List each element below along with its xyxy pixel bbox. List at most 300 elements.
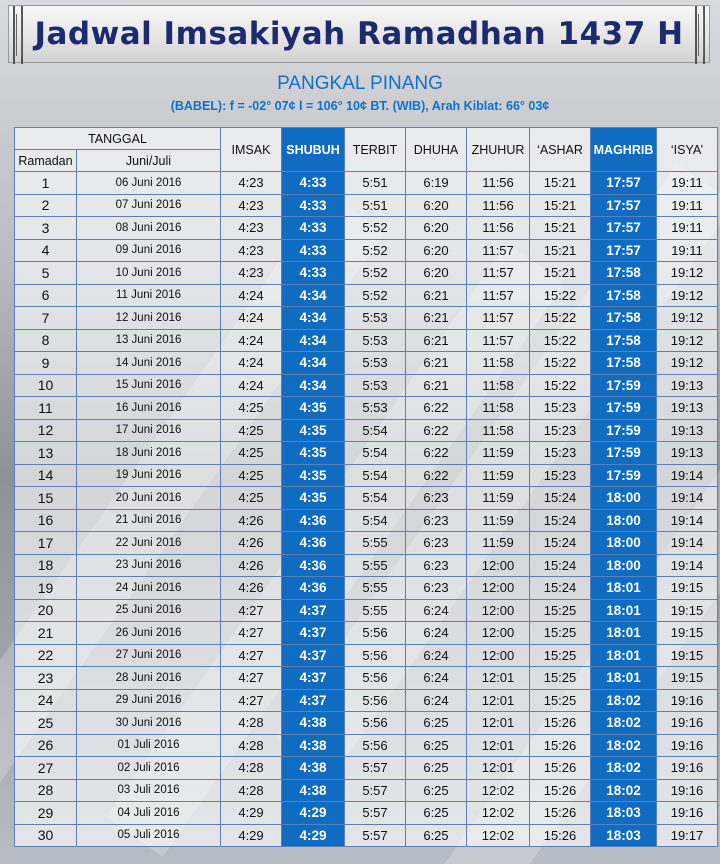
cell-terbit: 5:54 (345, 487, 406, 510)
cell-zhuhur: 11:57 (467, 284, 530, 307)
cell-ashar: 15:25 (530, 644, 591, 667)
cell-terbit: 5:54 (345, 509, 406, 532)
cell-isya: 19:13 (657, 397, 718, 420)
cell-date: 01 Juli 2016 (77, 734, 221, 757)
cell-dhuha: 6:25 (406, 757, 467, 780)
cell-ramadan: 27 (15, 757, 77, 780)
cell-ashar: 15:26 (530, 802, 591, 825)
header-juni-juli: Juni/Juli (77, 150, 221, 172)
cell-date: 13 Juni 2016 (77, 329, 221, 352)
cell-date: 04 Juli 2016 (77, 802, 221, 825)
cell-shubuh: 4:33 (282, 194, 345, 217)
cell-shubuh: 4:37 (282, 667, 345, 690)
cell-terbit: 5:53 (345, 352, 406, 375)
cell-isya: 19:16 (657, 712, 718, 735)
cell-imsak: 4:28 (221, 734, 282, 757)
cell-isya: 19:14 (657, 532, 718, 555)
cell-shubuh: 4:38 (282, 757, 345, 780)
cell-maghrib: 18:00 (591, 487, 657, 510)
cell-terbit: 5:57 (345, 824, 406, 847)
cell-date: 24 Juni 2016 (77, 577, 221, 600)
cell-shubuh: 4:33 (282, 262, 345, 285)
cell-zhuhur: 11:58 (467, 419, 530, 442)
cell-ashar: 15:26 (530, 734, 591, 757)
cell-imsak: 4:28 (221, 712, 282, 735)
cell-zhuhur: 12:00 (467, 554, 530, 577)
header-zhuhur: ZHUHUR (467, 128, 530, 172)
cell-ashar: 15:22 (530, 374, 591, 397)
cell-ramadan: 26 (15, 734, 77, 757)
cell-dhuha: 6:21 (406, 284, 467, 307)
cell-terbit: 5:55 (345, 577, 406, 600)
cell-terbit: 5:52 (345, 262, 406, 285)
cell-terbit: 5:54 (345, 442, 406, 465)
cell-isya: 19:12 (657, 352, 718, 375)
cell-dhuha: 6:25 (406, 734, 467, 757)
cell-terbit: 5:56 (345, 689, 406, 712)
table-row (15, 712, 718, 735)
cell-imsak: 4:27 (221, 644, 282, 667)
cell-isya: 19:14 (657, 464, 718, 487)
header-ashar: ‘ASHAR (530, 128, 591, 172)
cell-ashar: 15:21 (530, 172, 591, 195)
cell-zhuhur: 12:02 (467, 779, 530, 802)
cell-maghrib: 18:02 (591, 689, 657, 712)
cell-imsak: 4:24 (221, 307, 282, 330)
cell-maghrib: 18:00 (591, 554, 657, 577)
cell-ramadan: 11 (15, 397, 77, 420)
cell-isya: 19:16 (657, 779, 718, 802)
cell-date: 30 Juni 2016 (77, 712, 221, 735)
cell-maghrib: 17:58 (591, 262, 657, 285)
cell-terbit: 5:57 (345, 779, 406, 802)
cell-maghrib: 18:03 (591, 824, 657, 847)
cell-zhuhur: 11:57 (467, 307, 530, 330)
cell-imsak: 4:23 (221, 262, 282, 285)
cell-shubuh: 4:33 (282, 217, 345, 240)
cell-terbit: 5:55 (345, 599, 406, 622)
cell-ramadan: 22 (15, 644, 77, 667)
cell-ashar: 15:21 (530, 262, 591, 285)
cell-maghrib: 18:01 (591, 577, 657, 600)
cell-shubuh: 4:35 (282, 397, 345, 420)
cell-ashar: 15:22 (530, 284, 591, 307)
cell-maghrib: 18:02 (591, 712, 657, 735)
cell-zhuhur: 12:02 (467, 802, 530, 825)
cell-ashar: 15:24 (530, 509, 591, 532)
table-row (15, 307, 718, 330)
cell-ramadan: 2 (15, 194, 77, 217)
cell-ramadan: 8 (15, 329, 77, 352)
cell-date: 18 Juni 2016 (77, 442, 221, 465)
cell-dhuha: 6:22 (406, 464, 467, 487)
cell-imsak: 4:23 (221, 217, 282, 240)
cell-ashar: 15:23 (530, 442, 591, 465)
cell-dhuha: 6:20 (406, 239, 467, 262)
cell-maghrib: 17:58 (591, 284, 657, 307)
cell-ramadan: 25 (15, 712, 77, 735)
cell-zhuhur: 11:59 (467, 464, 530, 487)
cell-date: 07 Juni 2016 (77, 194, 221, 217)
cell-zhuhur: 12:01 (467, 757, 530, 780)
cell-zhuhur: 11:58 (467, 374, 530, 397)
cell-imsak: 4:23 (221, 172, 282, 195)
cell-ramadan: 7 (15, 307, 77, 330)
cell-zhuhur: 11:56 (467, 172, 530, 195)
cell-isya: 19:13 (657, 419, 718, 442)
cell-date: 22 Juni 2016 (77, 532, 221, 555)
table-row (15, 329, 718, 352)
cell-shubuh: 4:36 (282, 577, 345, 600)
cell-ashar: 15:22 (530, 307, 591, 330)
header-isya: ‘ISYA’ (657, 128, 718, 172)
table-body (15, 172, 718, 847)
cell-terbit: 5:53 (345, 329, 406, 352)
cell-shubuh: 4:29 (282, 802, 345, 825)
cell-isya: 19:14 (657, 509, 718, 532)
cell-imsak: 4:29 (221, 802, 282, 825)
cell-isya: 19:14 (657, 487, 718, 510)
cell-imsak: 4:27 (221, 689, 282, 712)
cell-dhuha: 6:25 (406, 802, 467, 825)
table-row (15, 374, 718, 397)
cell-ashar: 15:26 (530, 824, 591, 847)
cell-isya: 19:15 (657, 577, 718, 600)
table-row (15, 487, 718, 510)
cell-ramadan: 12 (15, 419, 77, 442)
table-row (15, 644, 718, 667)
cell-ramadan: 3 (15, 217, 77, 240)
scroll-right-ornament (695, 6, 705, 64)
cell-ashar: 15:21 (530, 239, 591, 262)
cell-date: 20 Juni 2016 (77, 487, 221, 510)
cell-maghrib: 18:00 (591, 509, 657, 532)
cell-maghrib: 18:02 (591, 734, 657, 757)
cell-maghrib: 17:59 (591, 374, 657, 397)
cell-ramadan: 30 (15, 824, 77, 847)
cell-shubuh: 4:35 (282, 464, 345, 487)
cell-zhuhur: 11:59 (467, 532, 530, 555)
cell-shubuh: 4:29 (282, 824, 345, 847)
cell-maghrib: 17:58 (591, 307, 657, 330)
cell-dhuha: 6:24 (406, 622, 467, 645)
table-row (15, 689, 718, 712)
cell-dhuha: 6:20 (406, 262, 467, 285)
cell-zhuhur: 12:00 (467, 577, 530, 600)
cell-terbit: 5:53 (345, 397, 406, 420)
cell-imsak: 4:27 (221, 622, 282, 645)
table-row (15, 262, 718, 285)
table-row (15, 464, 718, 487)
cell-shubuh: 4:36 (282, 554, 345, 577)
cell-zhuhur: 11:59 (467, 442, 530, 465)
cell-imsak: 4:26 (221, 532, 282, 555)
cell-terbit: 5:56 (345, 644, 406, 667)
cell-terbit: 5:54 (345, 419, 406, 442)
cell-maghrib: 18:01 (591, 644, 657, 667)
cell-isya: 19:12 (657, 284, 718, 307)
table-row (15, 352, 718, 375)
cell-dhuha: 6:25 (406, 779, 467, 802)
cell-imsak: 4:25 (221, 419, 282, 442)
cell-zhuhur: 11:59 (467, 509, 530, 532)
cell-date: 09 Juni 2016 (77, 239, 221, 262)
cell-isya: 19:13 (657, 374, 718, 397)
cell-date: 27 Juni 2016 (77, 644, 221, 667)
cell-ramadan: 21 (15, 622, 77, 645)
cell-dhuha: 6:24 (406, 599, 467, 622)
cell-dhuha: 6:22 (406, 419, 467, 442)
cell-imsak: 4:28 (221, 757, 282, 780)
cell-shubuh: 4:36 (282, 532, 345, 555)
header-imsak: IMSAK (221, 128, 282, 172)
table-header (15, 128, 718, 172)
table-row (15, 239, 718, 262)
cell-imsak: 4:23 (221, 194, 282, 217)
cell-zhuhur: 11:59 (467, 487, 530, 510)
cell-ramadan: 17 (15, 532, 77, 555)
cell-ramadan: 5 (15, 262, 77, 285)
cell-imsak: 4:25 (221, 487, 282, 510)
cell-zhuhur: 12:01 (467, 712, 530, 735)
table-row (15, 779, 718, 802)
cell-imsak: 4:25 (221, 464, 282, 487)
cell-maghrib: 17:57 (591, 217, 657, 240)
cell-isya: 19:15 (657, 667, 718, 690)
cell-terbit: 5:52 (345, 239, 406, 262)
cell-date: 25 Juni 2016 (77, 599, 221, 622)
cell-ramadan: 13 (15, 442, 77, 465)
cell-ramadan: 1 (15, 172, 77, 195)
table-row (15, 194, 718, 217)
cell-isya: 19:13 (657, 442, 718, 465)
header-dhuha: DHUHA (406, 128, 467, 172)
cell-terbit: 5:57 (345, 802, 406, 825)
cell-maghrib: 18:03 (591, 802, 657, 825)
cell-isya: 19:17 (657, 824, 718, 847)
cell-ramadan: 19 (15, 577, 77, 600)
cell-terbit: 5:51 (345, 172, 406, 195)
cell-isya: 19:16 (657, 757, 718, 780)
cell-maghrib: 17:59 (591, 419, 657, 442)
cell-imsak: 4:23 (221, 239, 282, 262)
cell-date: 14 Juni 2016 (77, 352, 221, 375)
table-row (15, 217, 718, 240)
cell-dhuha: 6:20 (406, 194, 467, 217)
cell-shubuh: 4:34 (282, 307, 345, 330)
cell-isya: 19:16 (657, 802, 718, 825)
cell-imsak: 4:27 (221, 667, 282, 690)
cell-date: 12 Juni 2016 (77, 307, 221, 330)
cell-dhuha: 6:23 (406, 554, 467, 577)
cell-ramadan: 28 (15, 779, 77, 802)
cell-isya: 19:12 (657, 262, 718, 285)
cell-dhuha: 6:22 (406, 397, 467, 420)
cell-terbit: 5:55 (345, 554, 406, 577)
cell-zhuhur: 12:01 (467, 689, 530, 712)
cell-isya: 19:15 (657, 644, 718, 667)
cell-isya: 19:16 (657, 689, 718, 712)
cell-date: 15 Juni 2016 (77, 374, 221, 397)
cell-maghrib: 17:59 (591, 397, 657, 420)
cell-zhuhur: 11:57 (467, 239, 530, 262)
cell-imsak: 4:24 (221, 374, 282, 397)
cell-imsak: 4:24 (221, 352, 282, 375)
cell-date: 21 Juni 2016 (77, 509, 221, 532)
cell-ashar: 15:26 (530, 779, 591, 802)
cell-date: 03 Juli 2016 (77, 779, 221, 802)
cell-maghrib: 17:57 (591, 239, 657, 262)
table-row (15, 554, 718, 577)
table-row (15, 757, 718, 780)
cell-date: 28 Juni 2016 (77, 667, 221, 690)
cell-zhuhur: 12:01 (467, 667, 530, 690)
cell-date: 26 Juni 2016 (77, 622, 221, 645)
cell-imsak: 4:25 (221, 397, 282, 420)
cell-shubuh: 4:34 (282, 352, 345, 375)
table-row (15, 442, 718, 465)
cell-isya: 19:15 (657, 622, 718, 645)
cell-ramadan: 23 (15, 667, 77, 690)
cell-ramadan: 6 (15, 284, 77, 307)
table-row (15, 532, 718, 555)
cell-dhuha: 6:21 (406, 329, 467, 352)
cell-zhuhur: 12:02 (467, 824, 530, 847)
cell-maghrib: 17:57 (591, 172, 657, 195)
cell-maghrib: 18:02 (591, 757, 657, 780)
page-title: Jadwal Imsakiyah Ramadhan 1437 H (34, 16, 684, 52)
cell-dhuha: 6:23 (406, 487, 467, 510)
table-row (15, 667, 718, 690)
cell-dhuha: 6:23 (406, 577, 467, 600)
cell-dhuha: 6:21 (406, 307, 467, 330)
cell-isya: 19:16 (657, 734, 718, 757)
cell-dhuha: 6:23 (406, 532, 467, 555)
table-row (15, 734, 718, 757)
cell-terbit: 5:57 (345, 757, 406, 780)
table-row (15, 802, 718, 825)
cell-shubuh: 4:33 (282, 172, 345, 195)
cell-ramadan: 16 (15, 509, 77, 532)
cell-terbit: 5:56 (345, 734, 406, 757)
cell-shubuh: 4:37 (282, 644, 345, 667)
cell-ashar: 15:22 (530, 352, 591, 375)
cell-date: 10 Juni 2016 (77, 262, 221, 285)
cell-dhuha: 6:25 (406, 824, 467, 847)
cell-date: 08 Juni 2016 (77, 217, 221, 240)
cell-zhuhur: 11:58 (467, 397, 530, 420)
cell-ashar: 15:24 (530, 532, 591, 555)
cell-ramadan: 14 (15, 464, 77, 487)
cell-shubuh: 4:33 (282, 239, 345, 262)
cell-maghrib: 17:58 (591, 352, 657, 375)
cell-isya: 19:12 (657, 307, 718, 330)
cell-terbit: 5:56 (345, 667, 406, 690)
cell-ramadan: 9 (15, 352, 77, 375)
cell-ashar: 15:25 (530, 689, 591, 712)
cell-shubuh: 4:34 (282, 329, 345, 352)
city-name: PANGKAL PINANG (277, 73, 443, 94)
cell-dhuha: 6:23 (406, 509, 467, 532)
cell-maghrib: 18:01 (591, 599, 657, 622)
cell-ramadan: 4 (15, 239, 77, 262)
cell-imsak: 4:26 (221, 509, 282, 532)
cell-imsak: 4:27 (221, 599, 282, 622)
cell-shubuh: 4:37 (282, 622, 345, 645)
header-shubuh: SHUBUH (282, 128, 345, 172)
cell-isya: 19:12 (657, 329, 718, 352)
cell-zhuhur: 11:58 (467, 352, 530, 375)
cell-ramadan: 29 (15, 802, 77, 825)
cell-date: 05 Juli 2016 (77, 824, 221, 847)
table-row (15, 599, 718, 622)
cell-imsak: 4:24 (221, 284, 282, 307)
cell-zhuhur: 12:00 (467, 599, 530, 622)
cell-dhuha: 6:24 (406, 644, 467, 667)
cell-shubuh: 4:37 (282, 689, 345, 712)
cell-maghrib: 18:01 (591, 667, 657, 690)
cell-imsak: 4:25 (221, 442, 282, 465)
cell-ashar: 15:24 (530, 577, 591, 600)
cell-dhuha: 6:25 (406, 712, 467, 735)
cell-isya: 19:14 (657, 554, 718, 577)
cell-terbit: 5:55 (345, 532, 406, 555)
header-tanggal: TANGGAL (15, 128, 221, 150)
table-row (15, 622, 718, 645)
cell-shubuh: 4:38 (282, 779, 345, 802)
cell-shubuh: 4:38 (282, 734, 345, 757)
cell-isya: 19:11 (657, 172, 718, 195)
cell-dhuha: 6:24 (406, 667, 467, 690)
cell-ramadan: 24 (15, 689, 77, 712)
cell-ramadan: 20 (15, 599, 77, 622)
cell-date: 11 Juni 2016 (77, 284, 221, 307)
cell-dhuha: 6:20 (406, 217, 467, 240)
cell-ashar: 15:22 (530, 329, 591, 352)
coordinates-line: (BABEL): f = -02° 07¢ l = 106° 10¢ BT. (WIB), Arah Kiblat: 66° 03¢ (170, 99, 550, 113)
cell-maghrib: 17:59 (591, 442, 657, 465)
cell-imsak: 4:24 (221, 329, 282, 352)
cell-terbit: 5:52 (345, 217, 406, 240)
cell-dhuha: 6:19 (406, 172, 467, 195)
cell-maghrib: 18:00 (591, 532, 657, 555)
cell-isya: 19:11 (657, 194, 718, 217)
cell-date: 17 Juni 2016 (77, 419, 221, 442)
cell-date: 02 Juli 2016 (77, 757, 221, 780)
cell-dhuha: 6:21 (406, 352, 467, 375)
table-row (15, 397, 718, 420)
cell-shubuh: 4:35 (282, 419, 345, 442)
cell-ashar: 15:26 (530, 712, 591, 735)
cell-zhuhur: 11:57 (467, 262, 530, 285)
cell-zhuhur: 11:57 (467, 329, 530, 352)
cell-ashar: 15:24 (530, 487, 591, 510)
cell-zhuhur: 12:01 (467, 734, 530, 757)
cell-imsak: 4:28 (221, 779, 282, 802)
cell-ashar: 15:25 (530, 599, 591, 622)
cell-terbit: 5:53 (345, 374, 406, 397)
cell-ramadan: 18 (15, 554, 77, 577)
table-row (15, 509, 718, 532)
cell-shubuh: 4:34 (282, 374, 345, 397)
cell-date: 29 Juni 2016 (77, 689, 221, 712)
cell-ashar: 15:25 (530, 622, 591, 645)
cell-zhuhur: 11:56 (467, 194, 530, 217)
cell-ashar: 15:21 (530, 217, 591, 240)
cell-dhuha: 6:21 (406, 374, 467, 397)
header-ramadan: Ramadan (15, 150, 77, 172)
cell-maghrib: 18:02 (591, 779, 657, 802)
